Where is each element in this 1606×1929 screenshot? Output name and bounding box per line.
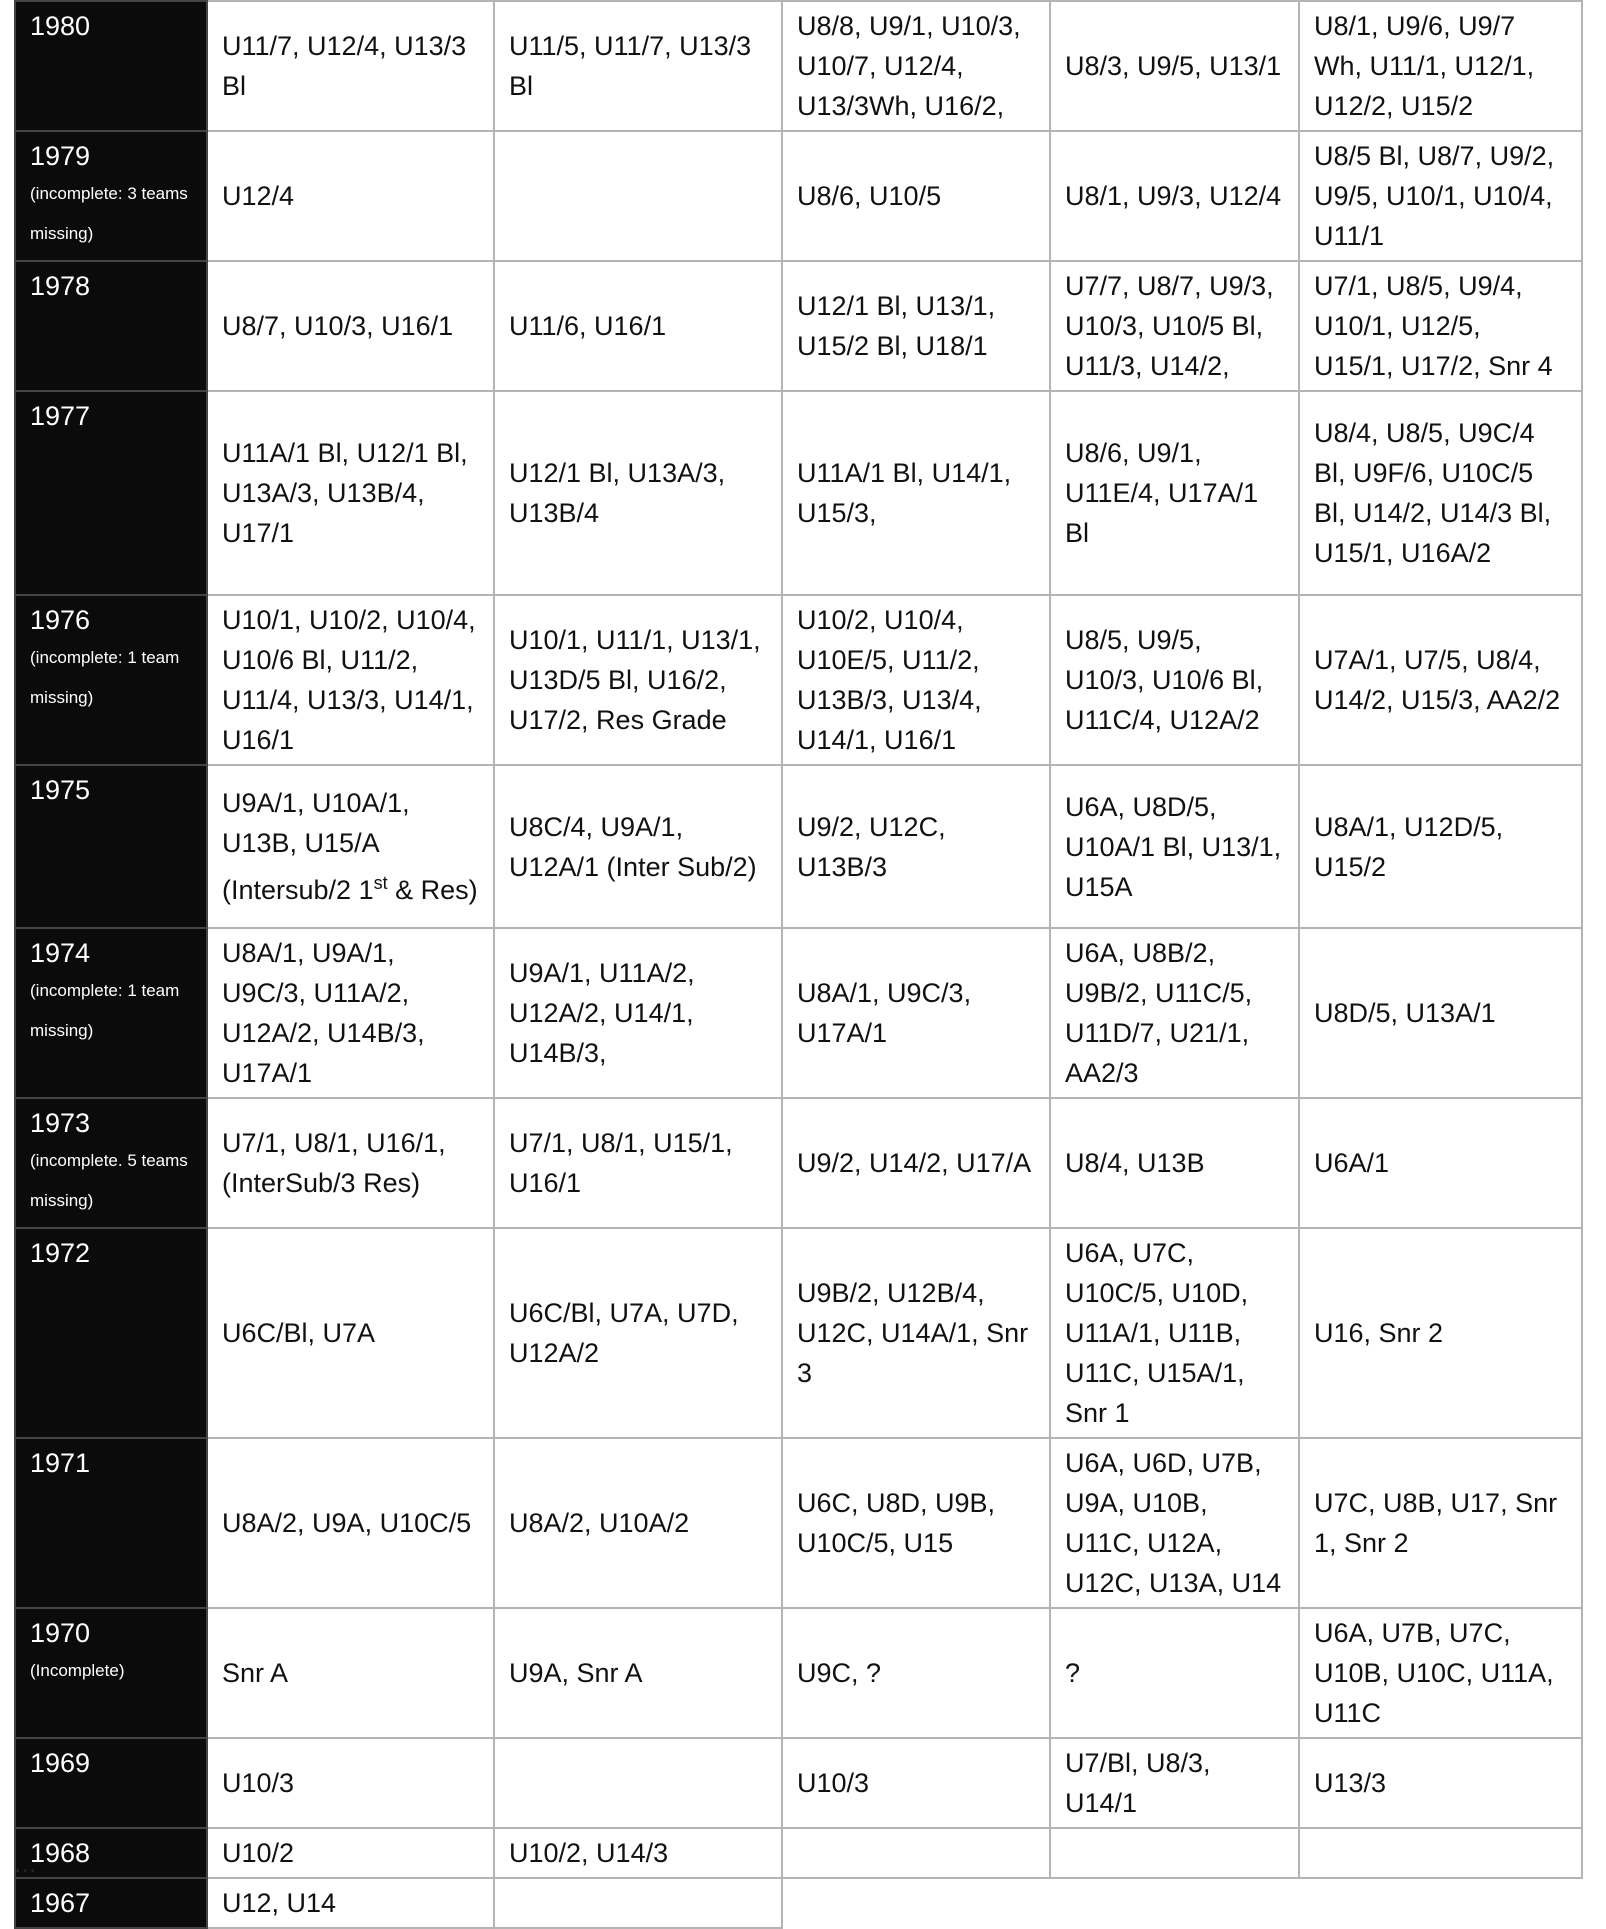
team-cell: U16, Snr 2 <box>1299 1228 1582 1438</box>
year-cell <box>15 1878 207 1928</box>
team-cell: U12, U14 <box>207 1878 494 1928</box>
team-cell: U6C/Bl, U7A <box>207 1228 494 1438</box>
year-label: 1975 <box>30 775 91 805</box>
team-cell: U10/3 <box>782 1738 1050 1828</box>
year-label: 1979 <box>30 141 91 171</box>
team-cell <box>494 1878 782 1928</box>
year-cell <box>15 595 207 765</box>
year-cell <box>15 261 207 391</box>
team-cell: U6C, U8D, U9B, U10C/5, U15 <box>782 1438 1050 1608</box>
year-label: 1968 <box>30 1838 91 1868</box>
team-cell: U8/4, U8/5, U9C/4 Bl, U9F/6, U10C/5 Bl, U14/2, U14/3 Bl, U15/1, U16A/2 <box>1299 391 1582 595</box>
year-cell <box>15 1 207 131</box>
team-cell: U7/7, U8/7, U9/3, U10/3, U10/5 Bl, U11/3, U14/2, <box>1050 261 1299 391</box>
year-label: 1967 <box>30 1888 91 1918</box>
team-cell: U8/8, U9/1, U10/3, U10/7, U12/4, U13/3Wh, U16/2, <box>782 1 1050 131</box>
team-cell: U10/1, U10/2, U10/4, U10/6 Bl, U11/2, U11/4, U13/3, U14/1, U16/1 <box>207 595 494 765</box>
team-cell: U9C, ? <box>782 1608 1050 1738</box>
table-row <box>15 1228 1582 1438</box>
year-cell <box>15 1098 207 1228</box>
year-label: 1973 <box>30 1108 91 1138</box>
team-cell: U12/4 <box>207 131 494 261</box>
team-cell: U11A/1 Bl, U12/1 Bl, U13A/3, U13B/4, U17/1 <box>207 391 494 595</box>
team-cell: U8/7, U10/3, U16/1 <box>207 261 494 391</box>
empty-cell <box>782 1878 1582 1928</box>
team-cell: U6A, U7B, U7C, U10B, U10C, U11A, U11C <box>1299 1608 1582 1738</box>
team-cell: U8D/5, U13A/1 <box>1299 928 1582 1098</box>
year-cell <box>15 1228 207 1438</box>
table-row <box>15 261 1582 391</box>
year-cell <box>15 1438 207 1608</box>
year-cell <box>15 1738 207 1828</box>
team-cell: U7/1, U8/5, U9/4, U10/1, U12/5, U15/1, U17/2, Snr 4 <box>1299 261 1582 391</box>
team-cell: U8/5 Bl, U8/7, U9/2, U9/5, U10/1, U10/4, U11/1 <box>1299 131 1582 261</box>
year-cell <box>15 1828 207 1878</box>
team-cell: U6A/1 <box>1299 1098 1582 1228</box>
year-cell <box>15 391 207 595</box>
team-cell: U11A/1 Bl, U14/1, U15/3, <box>782 391 1050 595</box>
team-cell: U10/2, U14/3 <box>494 1828 782 1878</box>
team-cell: U8/1, U9/6, U9/7 Wh, U11/1, U12/1, U12/2, U15/2 <box>1299 1 1582 131</box>
table-row <box>15 1878 1582 1928</box>
table-row <box>15 1098 1582 1228</box>
team-cell: U6A, U8B/2, U9B/2, U11C/5, U11D/7, U21/1, AA2/3 <box>1050 928 1299 1098</box>
team-cell: U9A/1, U10A/1, U13B, U15/A (Intersub/2 1st & Res) <box>207 765 494 928</box>
results-table-body <box>15 1 1582 1928</box>
team-cell: U8/6, U9/1, U11E/4, U17A/1 Bl <box>1050 391 1299 595</box>
year-note: (incomplete. 5 teams missing) <box>30 1151 188 1210</box>
team-cell: U6A, U8D/5, U10A/1 Bl, U13/1, U15A <box>1050 765 1299 928</box>
team-cell: Snr A <box>207 1608 494 1738</box>
team-cell: U8A/1, U9C/3, U17A/1 <box>782 928 1050 1098</box>
year-label: 1976 <box>30 605 91 635</box>
team-cell <box>494 1738 782 1828</box>
table-row <box>15 765 1582 928</box>
team-cell: U7A/1, U7/5, U8/4, U14/2, U15/3, AA2/2 <box>1299 595 1582 765</box>
team-cell: U7C, U8B, U17, Snr 1, Snr 2 <box>1299 1438 1582 1608</box>
team-cell: U11/5, U11/7, U13/3 Bl <box>494 1 782 131</box>
year-label: 1977 <box>30 401 91 431</box>
year-note: (incomplete: 3 teams missing) <box>30 184 188 243</box>
team-cell: U7/Bl, U8/3, U14/1 <box>1050 1738 1299 1828</box>
year-note: (incomplete: 1 team missing) <box>30 981 180 1040</box>
table-row <box>15 595 1582 765</box>
team-cell: U9/2, U12C, U13B/3 <box>782 765 1050 928</box>
team-cell: U8/4, U13B <box>1050 1098 1299 1228</box>
table-row <box>15 1738 1582 1828</box>
year-note: (Incomplete) <box>30 1661 125 1680</box>
year-label: 1969 <box>30 1748 91 1778</box>
team-cell: U10/1, U11/1, U13/1, U13D/5 Bl, U16/2, U17/2, Res Grade <box>494 595 782 765</box>
team-cell: U10/3 <box>207 1738 494 1828</box>
team-cell: U12/1 Bl, U13A/3, U13B/4 <box>494 391 782 595</box>
table-row <box>15 1828 1582 1878</box>
year-label: 1974 <box>30 938 91 968</box>
team-cell: U8/6, U10/5 <box>782 131 1050 261</box>
team-cell: U7/1, U8/1, U15/1, U16/1 <box>494 1098 782 1228</box>
year-label: 1972 <box>30 1238 91 1268</box>
team-cell: U6A, U7C, U10C/5, U10D, U11A/1, U11B, U11C, U15A/1, Snr 1 <box>1050 1228 1299 1438</box>
team-cell: U8A/2, U10A/2 <box>494 1438 782 1608</box>
table-row <box>15 928 1582 1098</box>
year-cell <box>15 131 207 261</box>
year-note: (incomplete: 1 team missing) <box>30 648 180 707</box>
team-cell: U10/2, U10/4, U10E/5, U11/2, U13B/3, U13/4, U14/1, U16/1 <box>782 595 1050 765</box>
team-cell: U8A/2, U9A, U10C/5 <box>207 1438 494 1608</box>
year-cell <box>15 928 207 1098</box>
team-cell: ? <box>1050 1608 1299 1738</box>
team-cell: U10/2 <box>207 1828 494 1878</box>
team-cell: U6A, U6D, U7B, U9A, U10B, U11C, U12A, U12C, U13A, U14 <box>1050 1438 1299 1608</box>
table-row <box>15 1608 1582 1738</box>
team-cell: U7/1, U8/1, U16/1, (InterSub/3 Res) <box>207 1098 494 1228</box>
team-cell: U8/1, U9/3, U12/4 <box>1050 131 1299 261</box>
team-cell: U8/3, U9/5, U13/1 <box>1050 1 1299 131</box>
results-table <box>14 0 1583 1929</box>
team-cell: U12/1 Bl, U13/1, U15/2 Bl, U18/1 <box>782 261 1050 391</box>
team-cell: U13/3 <box>1299 1738 1582 1828</box>
team-cell: U8A/1, U12D/5, U15/2 <box>1299 765 1582 928</box>
team-cell: U11/6, U16/1 <box>494 261 782 391</box>
team-cell: U11/7, U12/4, U13/3 Bl <box>207 1 494 131</box>
team-cell <box>1050 1828 1299 1878</box>
team-cell: U8A/1, U9A/1, U9C/3, U11A/2, U12A/2, U14B/3, U17A/1 <box>207 928 494 1098</box>
team-cell: U9A/1, U11A/2, U12A/2, U14/1, U14B/3, <box>494 928 782 1098</box>
table-row <box>15 1 1582 131</box>
team-cell: U9/2, U14/2, U17/A <box>782 1098 1050 1228</box>
year-label: 1978 <box>30 271 91 301</box>
table-row <box>15 131 1582 261</box>
more-ellipsis: ... <box>14 1848 37 1878</box>
team-cell <box>1299 1828 1582 1878</box>
year-label: 1971 <box>30 1448 91 1478</box>
table-row <box>15 391 1582 595</box>
team-cell: U8/5, U9/5, U10/3, U10/6 Bl, U11C/4, U12A/2 <box>1050 595 1299 765</box>
team-cell: U9A, Snr A <box>494 1608 782 1738</box>
table-row <box>15 1438 1582 1608</box>
team-cell: U6C/Bl, U7A, U7D, U12A/2 <box>494 1228 782 1438</box>
team-cell: U8C/4, U9A/1, U12A/1 (Inter Sub/2) <box>494 765 782 928</box>
team-cell <box>494 131 782 261</box>
year-label: 1980 <box>30 11 91 41</box>
year-cell <box>15 1608 207 1738</box>
year-cell <box>15 765 207 928</box>
team-cell <box>782 1828 1050 1878</box>
year-label: 1970 <box>30 1618 91 1648</box>
team-cell: U9B/2, U12B/4, U12C, U14A/1, Snr 3 <box>782 1228 1050 1438</box>
